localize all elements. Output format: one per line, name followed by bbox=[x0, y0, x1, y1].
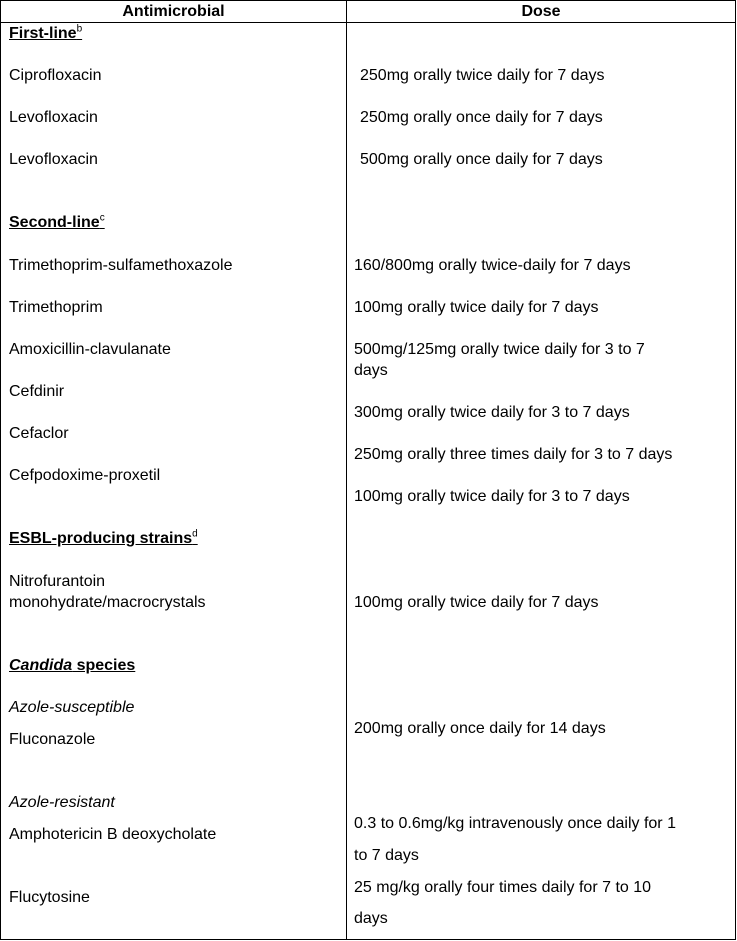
drug-name: Amphotericin B deoxycholate bbox=[9, 826, 217, 843]
header-dose: Dose bbox=[521, 3, 561, 20]
dose-value: 500mg/125mg orally twice daily for 3 to 7 bbox=[354, 341, 645, 358]
dose-value: 300mg orally twice daily for 3 to 7 days bbox=[354, 404, 630, 421]
drug-name: Cefaclor bbox=[9, 425, 69, 442]
header-divider bbox=[0, 22, 736, 23]
section-esbl bbox=[9, 528, 198, 549]
drug-name: Ciprofloxacin bbox=[9, 67, 102, 84]
section-candida-genus: Candida bbox=[9, 657, 73, 674]
drug-name: Amoxicillin-clavulanate bbox=[9, 341, 171, 358]
footnote-marker: b bbox=[76, 23, 83, 35]
drug-name: Cefdinir bbox=[9, 383, 65, 400]
footnote-marker: d bbox=[192, 528, 198, 540]
section-esbl-title: ESBL-producing strains bbox=[9, 530, 193, 547]
dose-value-continued: days bbox=[354, 362, 388, 379]
dose-value: 0.3 to 0.6mg/kg intravenously once daily for 1 bbox=[354, 815, 676, 832]
dose-value: 250mg orally twice daily for 7 days bbox=[360, 67, 605, 84]
footnote-marker: c bbox=[99, 212, 105, 224]
dose-value: 200mg orally once daily for 14 days bbox=[354, 720, 606, 737]
dose-value-continued: days bbox=[354, 910, 388, 927]
dose-value: 500mg orally once daily for 7 days bbox=[360, 151, 603, 168]
drug-name: Levofloxacin bbox=[9, 151, 98, 168]
section-first-line-title: First-line bbox=[9, 25, 77, 42]
dose-value-continued: to 7 days bbox=[354, 847, 419, 864]
drug-name: Nitrofurantoin bbox=[9, 573, 106, 590]
dose-value: 100mg orally twice daily for 7 days bbox=[354, 594, 599, 611]
dose-value: 25 mg/kg orally four times daily for 7 to 10 bbox=[354, 879, 652, 896]
header-antimicrobial: Antimicrobial bbox=[122, 3, 225, 20]
section-second-line bbox=[9, 212, 105, 233]
drug-name: Trimethoprim-sulfamethoxazole bbox=[9, 257, 233, 274]
drug-name: Flucytosine bbox=[9, 889, 90, 906]
subgroup-label: Azole-resistant bbox=[9, 794, 115, 811]
section-candida-rest: species bbox=[72, 657, 136, 674]
dose-value: 250mg orally once daily for 7 days bbox=[360, 109, 603, 126]
drug-name: Levofloxacin bbox=[9, 109, 98, 126]
column-divider bbox=[346, 0, 347, 940]
drug-name-continued: monohydrate/macrocrystals bbox=[9, 594, 206, 611]
dose-value: 250mg orally three times daily for 3 to 7 days bbox=[354, 446, 673, 463]
drug-name: Cefpodoxime-proxetil bbox=[9, 467, 161, 484]
drug-name: Fluconazole bbox=[9, 731, 96, 748]
section-candida bbox=[9, 655, 135, 676]
dose-value: 160/800mg orally twice-daily for 7 days bbox=[354, 257, 631, 274]
subgroup-label: Azole-susceptible bbox=[9, 699, 135, 716]
dose-value: 100mg orally twice daily for 3 to 7 days bbox=[354, 488, 630, 505]
drug-name: Trimethoprim bbox=[9, 299, 103, 316]
section-first-line bbox=[9, 23, 82, 44]
section-second-line-title: Second-line bbox=[9, 214, 100, 231]
dose-value: 100mg orally twice daily for 7 days bbox=[354, 299, 599, 316]
